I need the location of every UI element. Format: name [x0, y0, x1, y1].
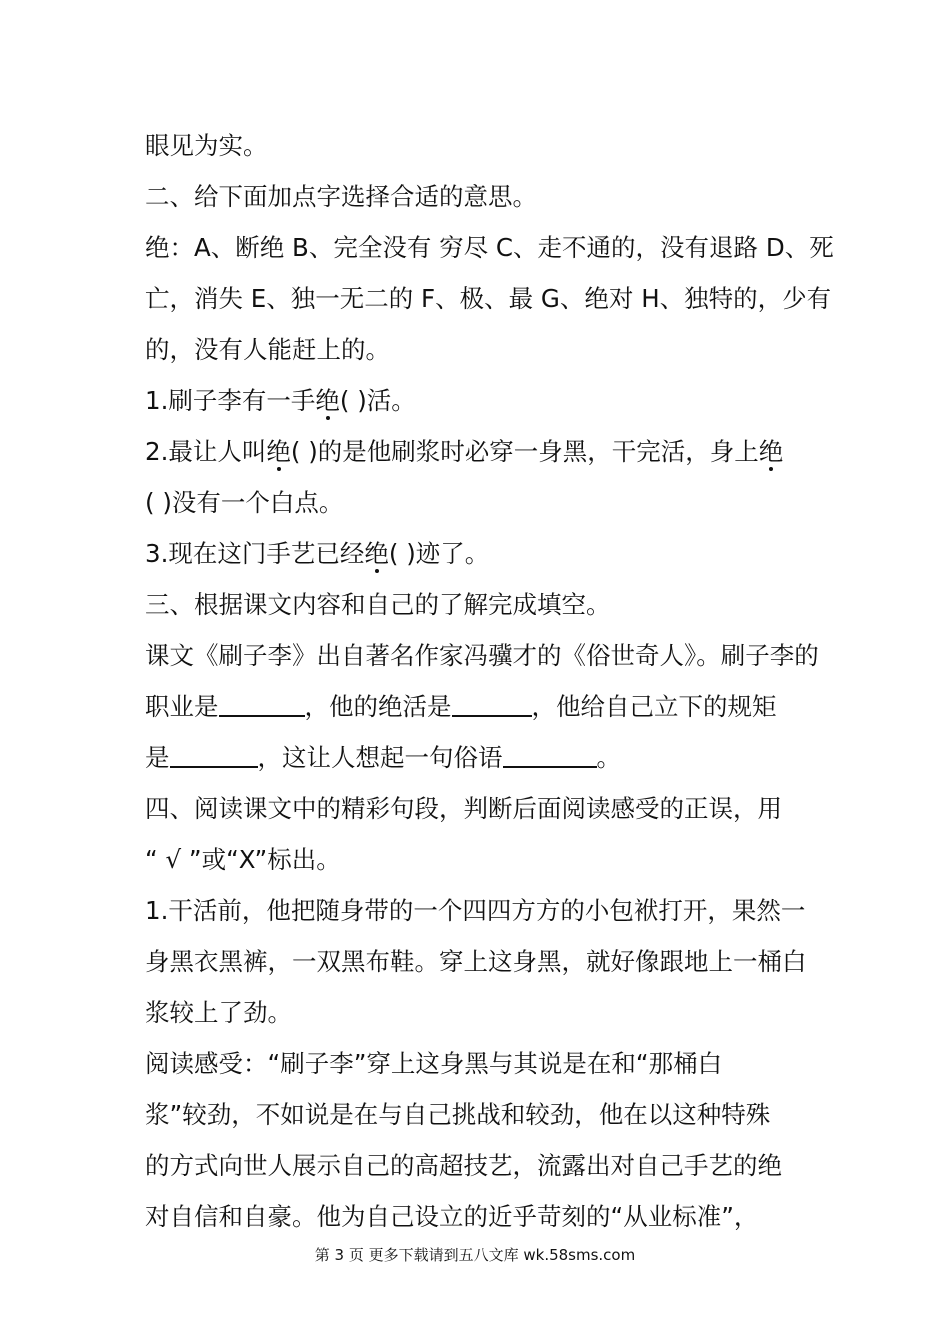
section-3-title: 三、根据课文内容和自己的了解完成填空。: [145, 590, 611, 619]
q3-text-after: ( )迹了。: [388, 539, 490, 568]
section-2-title: 二、给下面加点字选择合适的意思。: [145, 182, 537, 211]
question-2-continued: ( )没有一个白点。: [145, 488, 344, 517]
meaning-options-line: 绝：A、断绝 B、完全没有 穷尽 C、走不通的，没有退路 D、死: [145, 233, 834, 262]
passage-line: 浆较上了劲。: [145, 998, 292, 1027]
section-4-title-continued: “ √ ”或“X”标出。: [145, 845, 341, 874]
section-3-line: 课文《刷子李》出自著名作家冯骥才的《俗世奇人》。刷子李的: [145, 641, 819, 670]
fill-text: ，他给自己立下的规矩: [531, 692, 777, 721]
document-body: [145, 120, 834, 1242]
reading-feeling-line: 对自信和自豪。他为自己设立的近乎苛刻的“从业标准”，: [145, 1202, 759, 1231]
section-4-title: 四、阅读课文中的精彩句段，判断后面阅读感受的正误，用: [145, 794, 782, 823]
fill-text: ，他的绝活是: [304, 692, 452, 721]
section-3-line: [145, 681, 810, 732]
fill-blank: [503, 744, 597, 768]
dotted-character: 绝: [759, 426, 784, 477]
reading-feeling-line: 阅读感受：“刷子李”穿上这身黑与其说是在和“那桶白: [145, 1049, 723, 1078]
meaning-options-line: 的，没有人能赶上的。: [145, 335, 390, 364]
question-3: [145, 528, 810, 579]
fill-blank: [219, 693, 305, 717]
q2-text-middle: ( )的是他刷浆时必穿一身黑，干完活，身上: [290, 437, 759, 466]
fill-text: ，这让人想起一句俗语: [257, 743, 503, 772]
passage-line: 身黑衣黑裤，一双黑布鞋。穿上这身黑，就好像跟地上一桶白: [145, 947, 807, 976]
q1-text-before: 1.刷子李有一手: [145, 386, 316, 415]
fill-text: 。: [596, 743, 621, 772]
q3-text-before: 3.现在这门手艺已经: [145, 539, 365, 568]
fill-text: 是: [145, 743, 170, 772]
section-3-line: [145, 732, 810, 783]
question-1: [145, 375, 810, 426]
fill-blank: [170, 744, 258, 768]
passage-line: 1.干活前，他把随身带的一个四四方方的小包袱打开，果然一: [145, 896, 806, 925]
q2-text-before: 2.最让人叫: [145, 437, 267, 466]
dotted-character: 绝: [364, 528, 389, 579]
page-footer: 第 3 页 更多下载请到五八文库 wk.58sms.com: [314, 1246, 636, 1264]
q1-text-after: ( )活。: [339, 386, 416, 415]
reading-feeling-line: 的方式向世人展示自己的高超技艺，流露出对自己手艺的绝: [145, 1151, 782, 1180]
dotted-character: 绝: [315, 375, 340, 426]
dotted-character: 绝: [266, 426, 291, 477]
text-line: 眼见为实。: [145, 131, 268, 160]
meaning-options-line: 亡，消失 E、独一无二的 F、极、最 G、绝对 H、独特的，少有: [145, 284, 832, 313]
reading-feeling-line: 浆”较劲，不如说是在与自己挑战和较劲，他在以这种特殊: [145, 1100, 771, 1129]
fill-blank: [452, 693, 532, 717]
fill-text: 职业是: [145, 692, 219, 721]
question-2: [145, 426, 810, 477]
